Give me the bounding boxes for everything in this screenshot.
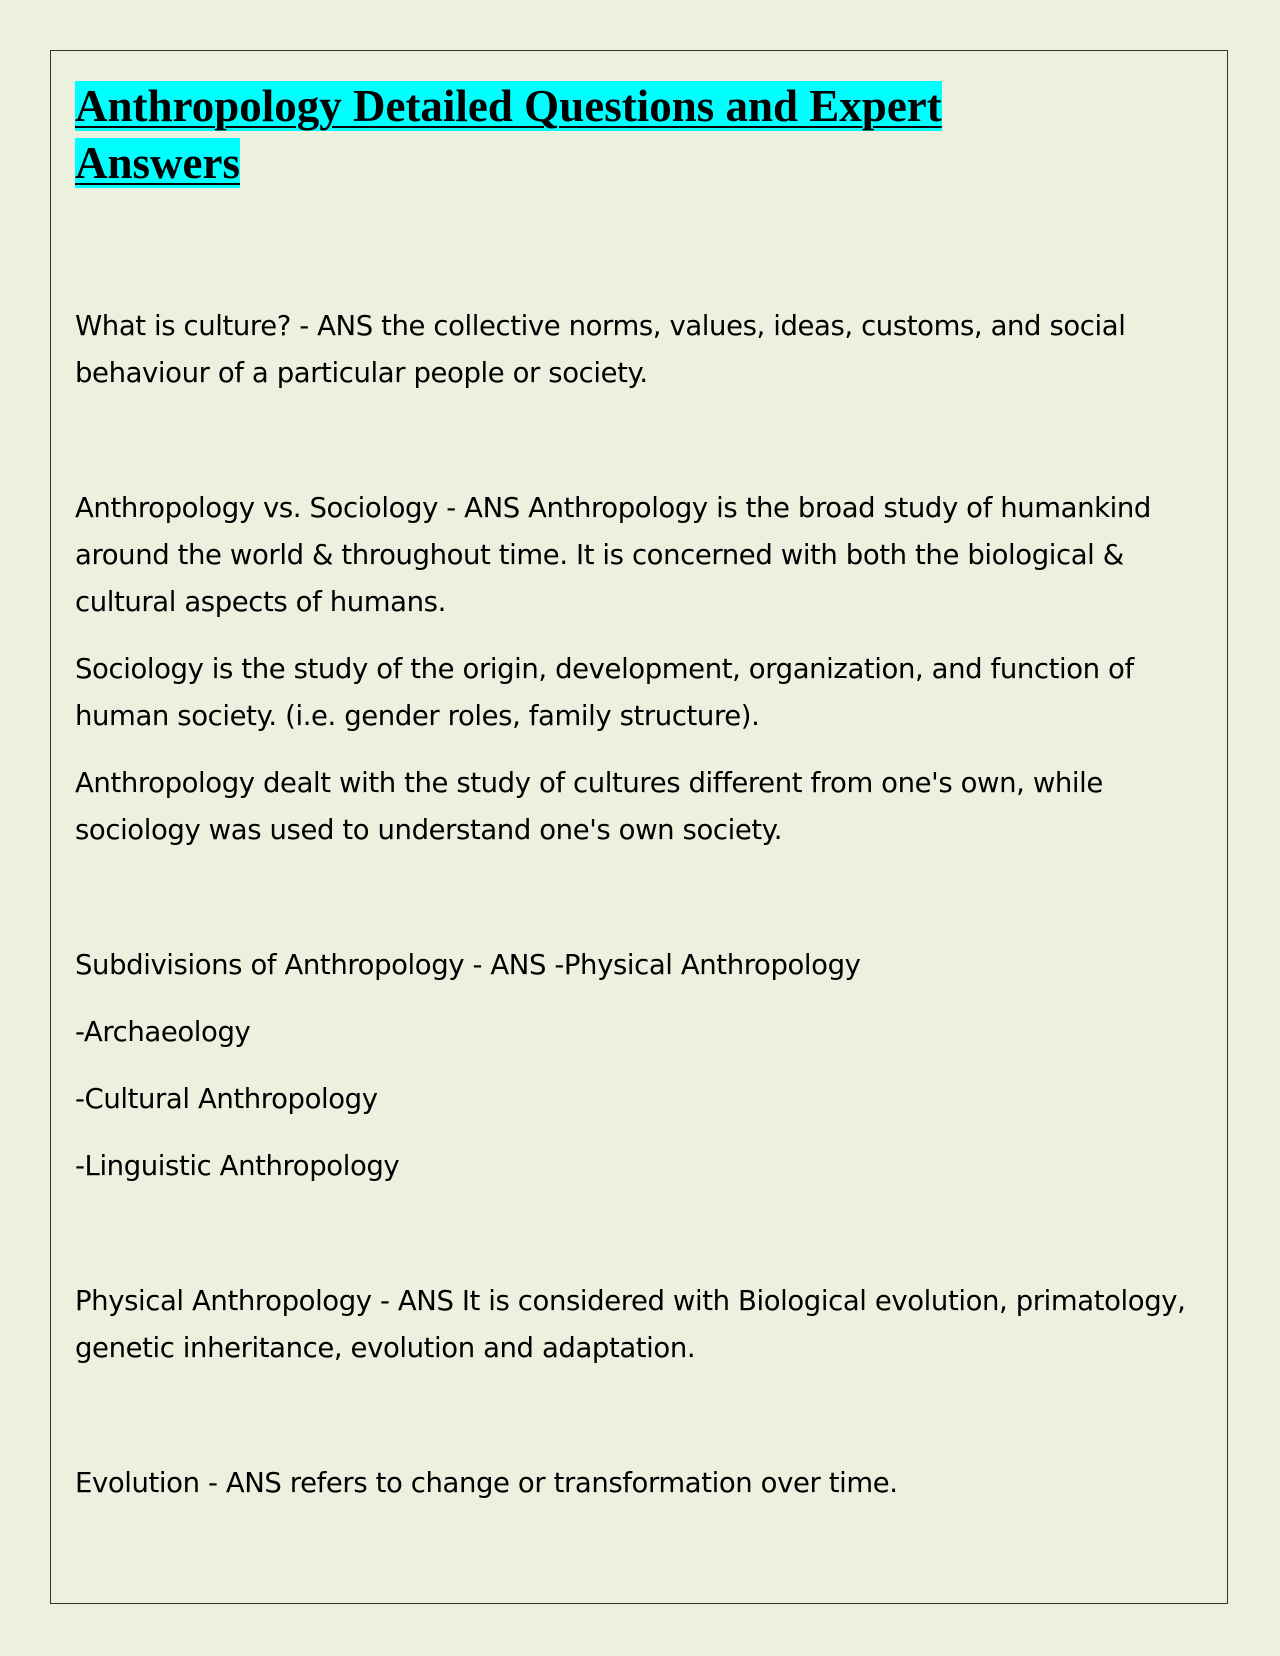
entry-anthropology-dealt: Anthropology dealt with the study of cultures different from one's own, while sociology was used to understand one's own society. — [75, 767, 1103, 846]
document-title-text: Anthropology Detailed Questions and Expert Answers — [75, 81, 942, 188]
document-title — [75, 78, 1075, 192]
entry-culture: What is culture? - ANS the collective norms, values, ideas, customs, and social behaviour of a particular people or society. — [75, 310, 1126, 389]
entry-evolution: Evolution - ANS refers to change or transformation over time. — [75, 1467, 898, 1499]
document-body — [75, 78, 1205, 1507]
entry-subdivisions: Subdivisions of Anthropology - ANS -Physical Anthropology — [75, 949, 861, 981]
entry-subdivision-linguistic: -Linguistic Anthropology — [75, 1150, 400, 1182]
entry-anthropology-vs-sociology: Anthropology vs. Sociology - ANS Anthropology is the broad study of humankind around the world & throughout time. It is concerned with both the biological & cultural aspects of humans. — [75, 492, 1151, 618]
entry-sociology-definition: Sociology is the study of the origin, development, organization, and function of human society. (i.e. gender roles, family structure). — [75, 653, 1134, 732]
entry-subdivision-cultural: -Cultural Anthropology — [75, 1083, 378, 1115]
entry-subdivision-archaeology: -Archaeology — [75, 1016, 251, 1048]
entry-physical-anthropology: Physical Anthropology - ANS It is considered with Biological evolution, primatology, genetic inheritance, evolution and adaptation. — [75, 1285, 1186, 1364]
